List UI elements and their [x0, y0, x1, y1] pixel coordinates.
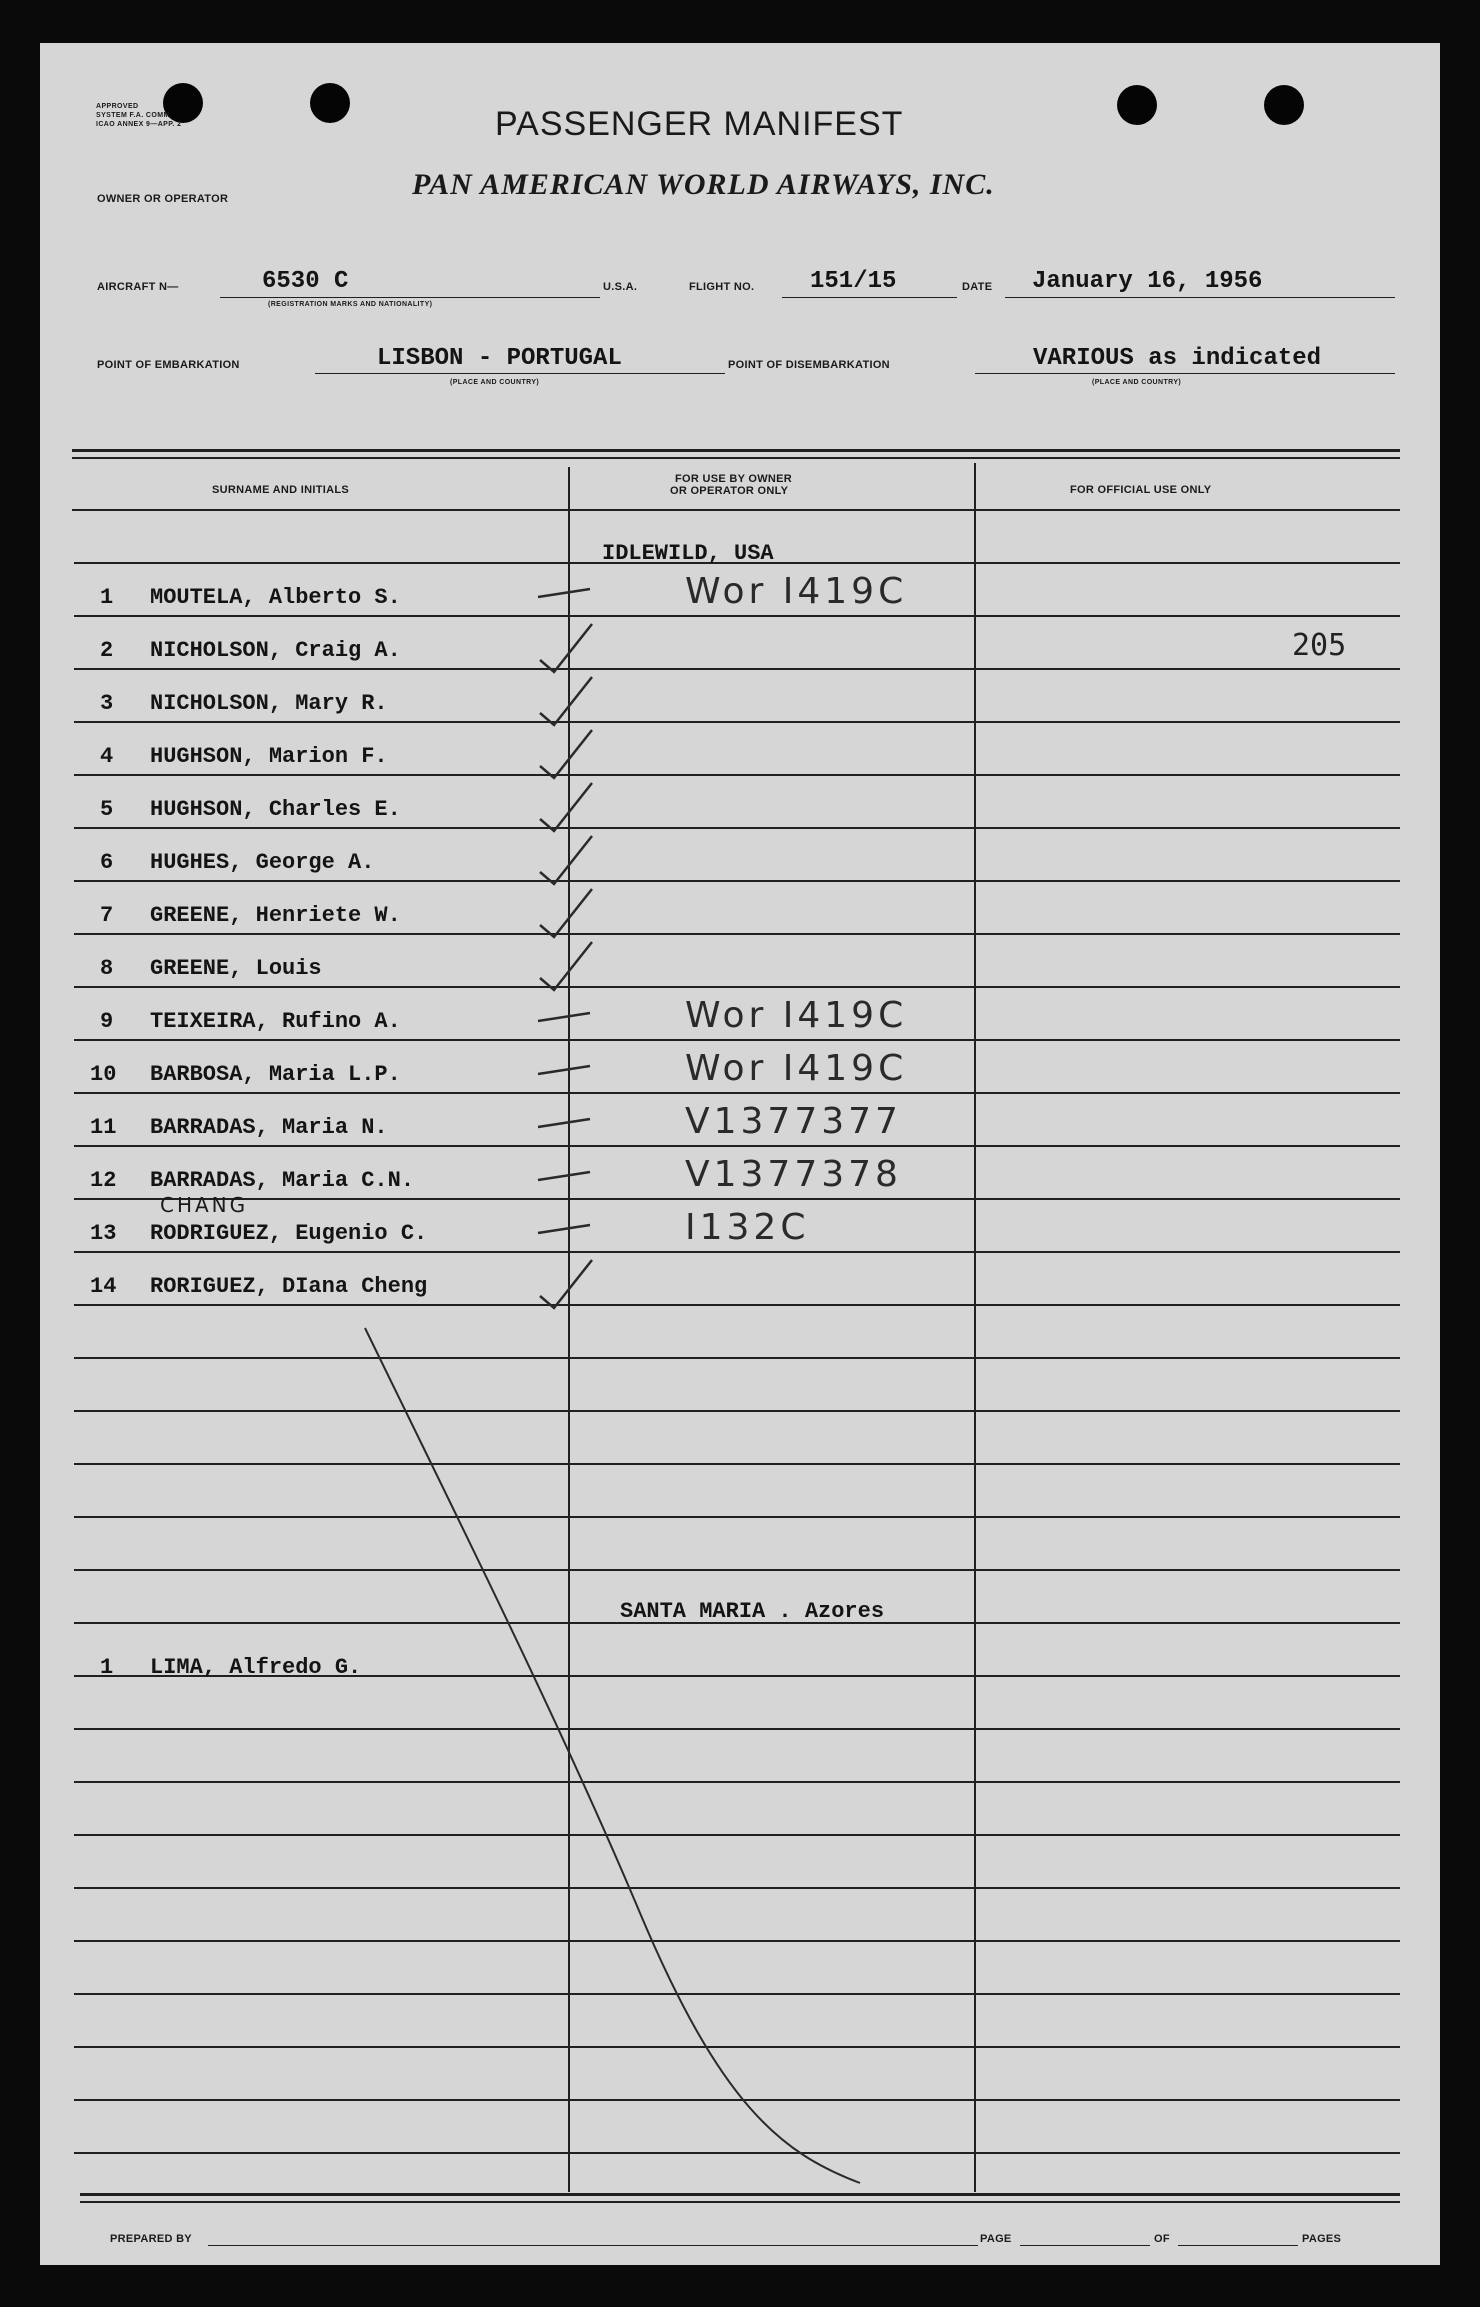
passenger-number: 1: [100, 1655, 114, 1680]
aircraft-sublabel: (REGISTRATION MARKS AND NATIONALITY): [268, 301, 433, 308]
passenger-name: BARRADAS, Maria C.N.: [150, 1168, 415, 1193]
passenger-number: 8: [100, 956, 114, 981]
passenger-name: RODRIGUEZ, Eugenio C.: [150, 1221, 428, 1246]
passenger-number: 12: [90, 1168, 117, 1193]
operator-note: V1377377: [685, 1101, 902, 1142]
embark-label: POINT OF EMBARKATION: [97, 359, 240, 371]
prepared-by-label: PREPARED BY: [110, 2233, 192, 2245]
passenger-number: 11: [90, 1115, 117, 1140]
usa-label: U.S.A.: [603, 281, 638, 293]
passenger-name: LIMA, Alfredo G.: [150, 1655, 362, 1680]
disembark-sublabel: (PLACE AND COUNTRY): [1092, 379, 1182, 386]
passenger-number: 10: [90, 1062, 117, 1087]
section-destination: IDLEWILD, USA: [602, 541, 774, 566]
passenger-number: 1: [100, 585, 114, 610]
passenger-number: 13: [90, 1221, 117, 1246]
approval-line: ICAO ANNEX 9—APP. 2: [96, 121, 182, 128]
date-value: January 16, 1956: [1032, 268, 1263, 295]
passenger-number: 2: [100, 638, 114, 663]
passenger-name: TEIXEIRA, Rufino A.: [150, 1009, 401, 1034]
passenger-name: GREENE, Louis: [150, 956, 322, 981]
passenger-name: HUGHSON, Marion F.: [150, 744, 388, 769]
operator-note: Wor I419C: [685, 995, 908, 1036]
official-stamp-number: 205: [1292, 628, 1347, 663]
passenger-name: RORIGUEZ, DIana Cheng: [150, 1274, 428, 1299]
flight-value: 151/15: [810, 268, 897, 295]
passenger-number: 7: [100, 903, 114, 928]
owner-label: OWNER OR OPERATOR: [97, 193, 229, 205]
of-line: [1178, 2245, 1298, 2246]
page-line: [1020, 2245, 1150, 2246]
embark-value: LISBON - PORTUGAL: [377, 345, 622, 372]
embark-sublabel: (PLACE AND COUNTRY): [450, 379, 540, 386]
approval-line: APPROVED: [96, 103, 139, 110]
passenger-name: GREENE, Henriete W.: [150, 903, 401, 928]
disembark-label: POINT OF DISEMBARKATION: [728, 359, 890, 371]
column-header-owner: OR OPERATOR ONLY: [670, 485, 789, 497]
passenger-number: 4: [100, 744, 114, 769]
operator-note: Wor I419C: [685, 1048, 908, 1089]
operator-note: Wor I419C: [685, 571, 908, 612]
page-title: PASSENGER MANIFEST: [495, 105, 904, 143]
approval-line: SYSTEM F.A. COMM.: [96, 112, 173, 119]
passenger-number: 9: [100, 1009, 114, 1034]
passenger-name: MOUTELA, Alberto S.: [150, 585, 401, 610]
section-destination: SANTA MARIA . Azores: [620, 1599, 885, 1624]
aircraft-value: 6530 C: [262, 268, 349, 295]
of-label: OF: [1154, 2233, 1170, 2245]
passenger-name: BARRADAS, Maria N.: [150, 1115, 388, 1140]
pages-label: PAGES: [1302, 2233, 1342, 2245]
passenger-name: NICHOLSON, Craig A.: [150, 638, 401, 663]
passenger-name: HUGHES, George A.: [150, 850, 375, 875]
column-header-owner: FOR USE BY OWNER: [675, 473, 793, 485]
page-label: PAGE: [980, 2233, 1012, 2245]
flight-label: FLIGHT NO.: [689, 281, 755, 293]
passenger-number: 3: [100, 691, 114, 716]
passenger-number: 6: [100, 850, 114, 875]
passenger-number: 5: [100, 797, 114, 822]
column-header-surname: SURNAME AND INITIALS: [212, 484, 349, 496]
handwritten-annotation: CHANG: [160, 1193, 249, 1217]
aircraft-label: AIRCRAFT N—: [97, 281, 179, 293]
manifest-sheet: [40, 43, 1440, 2265]
passenger-name: NICHOLSON, Mary R.: [150, 691, 388, 716]
prepared-by-line: [208, 2245, 978, 2246]
date-label: DATE: [962, 281, 993, 293]
passenger-name: BARBOSA, Maria L.P.: [150, 1062, 401, 1087]
airline-name: PAN AMERICAN WORLD AIRWAYS, INC.: [412, 168, 995, 201]
passenger-name: HUGHSON, Charles E.: [150, 797, 401, 822]
operator-note: V1377378: [685, 1154, 902, 1195]
operator-note: I132C: [685, 1207, 810, 1248]
disembark-value: VARIOUS as indicated: [1033, 345, 1322, 372]
column-header-official: FOR OFFICIAL USE ONLY: [1070, 484, 1212, 496]
passenger-number: 14: [90, 1274, 117, 1299]
cancel-line: [40, 43, 1440, 2265]
